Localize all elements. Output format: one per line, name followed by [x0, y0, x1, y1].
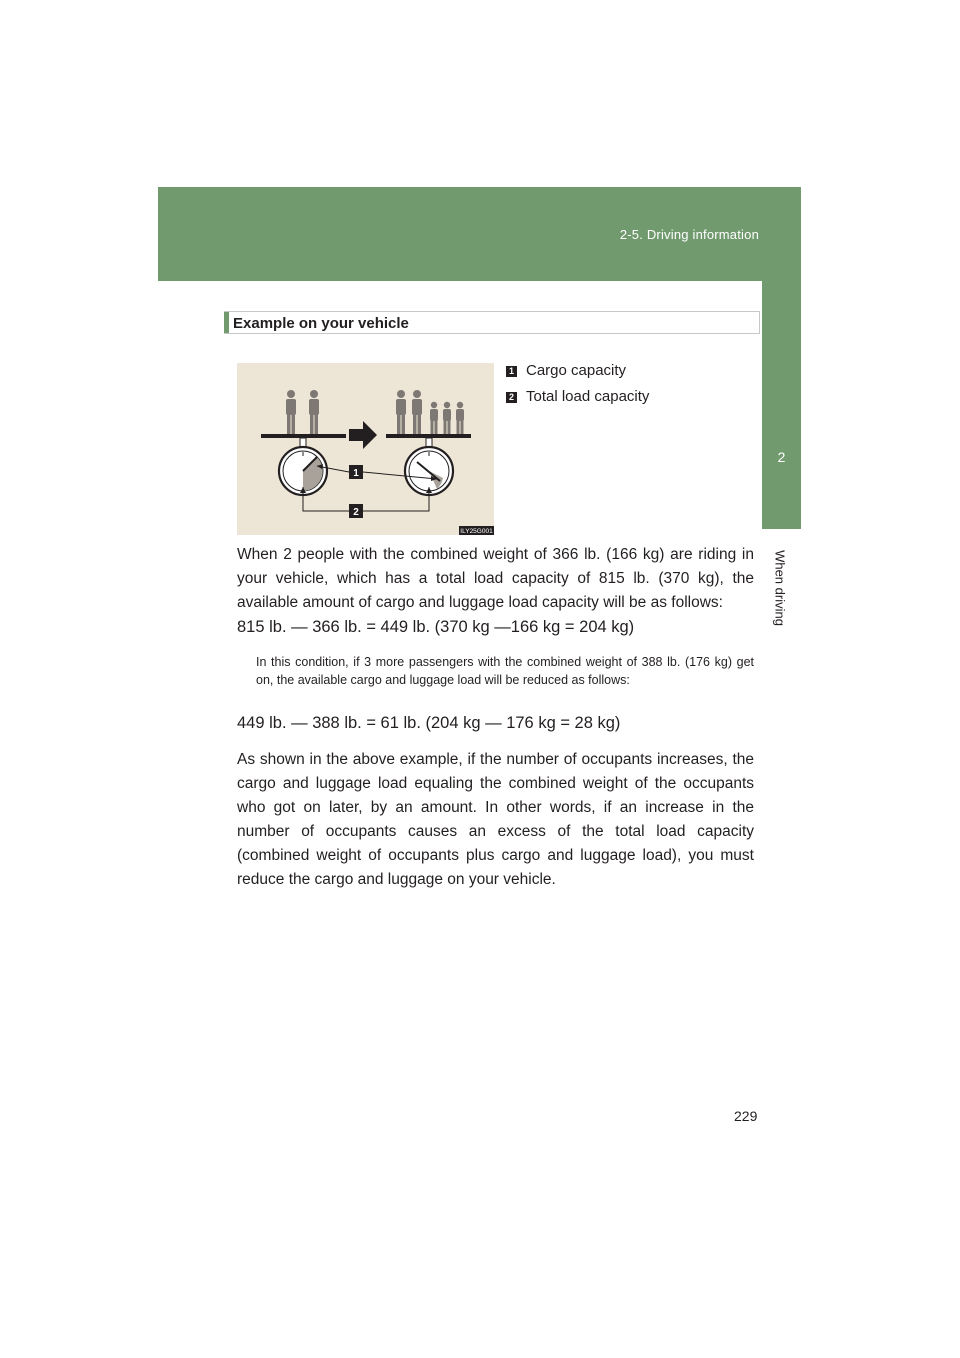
chapter-number: 2 — [777, 449, 786, 465]
people-group-right — [396, 390, 464, 434]
legend-number-1: 1 — [506, 366, 517, 377]
header-band — [158, 187, 801, 281]
equation-2: 449 lb. — 388 lb. = 61 lb. (204 kg — 176 kg = 28 kg) — [237, 714, 621, 732]
conclusion-paragraph: As shown in the above example, if the number of occupants increases, the cargo and luggage load equaling the combined weight of the occupants who got on later, by an amount. In other words, if an increase in the number of occupants causes an excess of the total load capacity (combined weight of occupants plus cargo and luggage load), you must reduce the cargo and luggage on your vehicle. — [237, 751, 754, 888]
person-icon — [412, 390, 422, 434]
equation-1: 815 lb. — 366 lb. = 449 lb. (370 kg —166 kg = 204 kg) — [237, 618, 635, 636]
figure-code: ILY25G001 — [460, 528, 493, 535]
chapter-tab — [762, 281, 801, 529]
callout-2-label: 2 — [353, 507, 359, 518]
load-capacity-illustration — [237, 363, 494, 535]
platform-right — [386, 434, 471, 438]
chapter-label-text: When driving — [772, 550, 788, 626]
legend-label-2: Total load capacity — [526, 388, 650, 405]
header-section-title: 2-5. Driving information — [619, 227, 759, 242]
legend-number-2: 2 — [506, 392, 517, 403]
platform-left — [261, 434, 346, 438]
person-icon — [286, 390, 296, 434]
page-number: 229 — [734, 1108, 758, 1124]
condition-paragraph: In this condition, if 3 more passengers with the combined weight of 388 lb. (176 kg) get on, the available cargo and luggage load will be reduced as follows: — [256, 655, 754, 687]
scale-stand-left — [300, 438, 306, 447]
callout-1-label: 1 — [353, 468, 359, 479]
arrow-right-icon — [349, 421, 377, 449]
scale-stand-right — [426, 438, 432, 447]
section-title-accent — [224, 312, 229, 333]
section-title — [224, 311, 760, 334]
person-icon — [456, 402, 464, 434]
person-icon — [396, 390, 406, 434]
intro-paragraph: When 2 people with the combined weight of 366 lb. (166 kg) are riding in your vehicle, which has a total load capacity of 815 lb. (370 kg), the available amount of cargo and luggage load capacity will be as follows: — [237, 546, 754, 611]
chapter-label — [770, 548, 790, 628]
section-title-text: Example on your vehicle — [233, 315, 409, 332]
load-capacity-figure — [237, 363, 494, 535]
person-icon — [430, 402, 438, 434]
person-icon — [443, 402, 451, 434]
legend-label-1: Cargo capacity — [526, 362, 627, 379]
people-group-left — [286, 390, 319, 434]
person-icon — [309, 390, 319, 434]
